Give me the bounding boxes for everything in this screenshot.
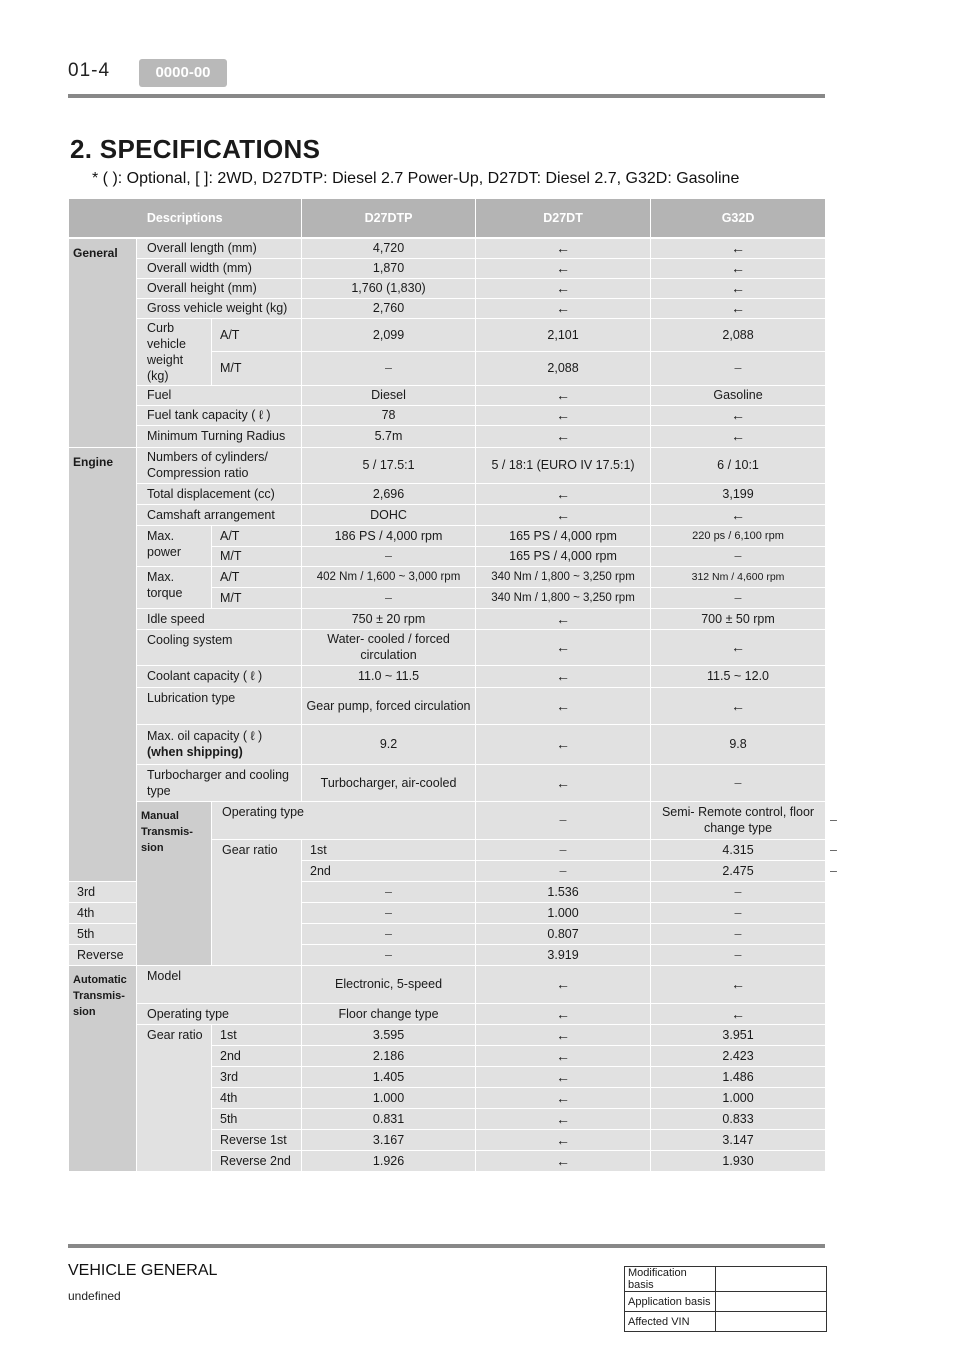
- cell-value: 2.475: [651, 860, 826, 881]
- cell-value: 2,101: [476, 318, 651, 352]
- table-row: [69, 385, 826, 405]
- cell-value: 0.831: [302, 1108, 476, 1129]
- same-as-left-icon: ←: [476, 258, 651, 278]
- row-label: Cooling system: [137, 629, 302, 665]
- cell-value: Gear pump, forced circulation: [302, 687, 476, 724]
- cell-value: 1.000: [651, 1087, 826, 1108]
- same-as-left-icon: ←: [651, 298, 826, 318]
- same-as-left-icon: ←: [476, 629, 651, 665]
- cell-value: 0.833: [651, 1108, 826, 1129]
- column-header-d27dt: D27DT: [476, 199, 651, 238]
- cell-value: 9.8: [651, 724, 826, 764]
- row-label: Operating type: [137, 1003, 302, 1024]
- cell-value: 1.926: [302, 1150, 476, 1171]
- same-as-left-icon: ←: [651, 238, 826, 258]
- row-label: Numbers of cylinders/ Compression ratio: [137, 447, 302, 483]
- not-applicable-icon: –: [651, 352, 826, 386]
- same-as-left-icon: ←: [476, 1108, 651, 1129]
- cell-value: 340 Nm / 1,800 ~ 3,250 rpm: [476, 587, 651, 608]
- sub-label: M/T: [212, 352, 302, 386]
- table-row: [69, 405, 826, 425]
- same-as-left-icon: ←: [651, 278, 826, 298]
- cell-value: 5 / 17.5:1: [302, 447, 476, 483]
- table-row: [69, 504, 826, 525]
- not-applicable-icon: –: [302, 923, 476, 944]
- gear-label: 2nd: [212, 1045, 302, 1066]
- cell-value: 700 ± 50 rpm: [651, 608, 826, 629]
- not-applicable-icon: –: [651, 881, 826, 902]
- gear-label: 3rd: [69, 881, 137, 902]
- not-applicable-icon: –: [302, 881, 476, 902]
- cell-value: 220 ps / 6,100 rpm: [651, 525, 826, 546]
- category-general: General: [69, 238, 137, 447]
- same-as-left-icon: ←: [476, 687, 651, 724]
- cell-value: 9.2: [302, 724, 476, 764]
- gear-label: Reverse: [69, 944, 137, 965]
- not-applicable-icon: –: [651, 923, 826, 944]
- cell-value: 4.315: [651, 839, 826, 860]
- same-as-left-icon: ←: [476, 1003, 651, 1024]
- same-as-left-icon: ←: [651, 687, 826, 724]
- cell-value: 4,720: [302, 238, 476, 258]
- same-as-left-icon: ←: [476, 1087, 651, 1108]
- not-applicable-icon: –: [651, 902, 826, 923]
- same-as-left-icon: ←: [476, 1129, 651, 1150]
- cell-value: 2,760: [302, 298, 476, 318]
- row-label: Lubrication type: [137, 687, 302, 724]
- same-as-left-icon: ←: [476, 385, 651, 405]
- gear-label: 1st: [212, 1024, 302, 1045]
- not-applicable-icon: –: [651, 944, 826, 965]
- table-row: [69, 629, 826, 665]
- not-applicable-icon: –: [476, 801, 651, 839]
- table-row: [69, 764, 826, 801]
- row-label: Minimum Turning Radius: [137, 425, 302, 447]
- row-label: Gross vehicle weight (kg): [137, 298, 302, 318]
- cell-value: 2,088: [651, 318, 826, 352]
- same-as-left-icon: ←: [476, 1024, 651, 1045]
- same-as-left-icon: ←: [651, 1003, 826, 1024]
- row-label: Turbocharger and cooling type: [137, 764, 302, 801]
- cell-value: 5.7m: [302, 425, 476, 447]
- basis-value: [716, 1312, 827, 1332]
- cell-value: 11.0 ~ 11.5: [302, 665, 476, 687]
- row-label: Model: [137, 965, 302, 1003]
- same-as-left-icon: ←: [476, 1150, 651, 1171]
- cell-value: 3.147: [651, 1129, 826, 1150]
- cell-value: 3.167: [302, 1129, 476, 1150]
- same-as-left-icon: ←: [476, 483, 651, 504]
- table-row: [69, 258, 826, 278]
- row-label: Idle speed: [137, 608, 302, 629]
- footer-note: undefined: [68, 1289, 121, 1303]
- same-as-left-icon: ←: [651, 258, 826, 278]
- basis-box: [624, 1266, 827, 1332]
- same-as-left-icon: ←: [476, 425, 651, 447]
- same-as-left-icon: ←: [476, 764, 651, 801]
- not-applicable-icon: –: [651, 587, 826, 608]
- cell-value: 2,088: [476, 352, 651, 386]
- same-as-left-icon: ←: [476, 238, 651, 258]
- table-row: [69, 483, 826, 504]
- header-divider: [68, 94, 825, 98]
- same-as-left-icon: ←: [651, 504, 826, 525]
- cell-value: 2,099: [302, 318, 476, 352]
- row-label: Gear ratio: [212, 839, 302, 965]
- basis-label: Modification basis: [625, 1267, 716, 1292]
- table-row: [69, 566, 826, 587]
- same-as-left-icon: ←: [476, 298, 651, 318]
- not-applicable-icon: –: [302, 546, 476, 566]
- cell-value: 1.486: [651, 1066, 826, 1087]
- cell-value: 2.186: [302, 1045, 476, 1066]
- basis-label: Affected VIN: [625, 1312, 716, 1332]
- category-engine: Engine: [69, 447, 137, 881]
- row-label: Fuel: [137, 385, 302, 405]
- cell-value: 2,696: [302, 483, 476, 504]
- same-as-left-icon: ←: [476, 278, 651, 298]
- cell-value: 1.405: [302, 1066, 476, 1087]
- cell-value: 5 / 18:1 (EURO IV 17.5:1): [476, 447, 651, 483]
- page-subtitle: * ( ): Optional, [ ]: 2WD, D27DTP: Diesel 2.7 Power-Up, D27DT: Diesel 2.7, G32D: Gasoline: [92, 170, 740, 187]
- section-code-badge: 0000-00: [139, 59, 227, 87]
- cell-value: 340 Nm / 1,800 ~ 3,250 rpm: [476, 566, 651, 587]
- gear-label: 4th: [69, 902, 137, 923]
- table-row: [69, 425, 826, 447]
- table-header-row: [69, 199, 826, 238]
- row-label: Operating type: [212, 801, 476, 839]
- not-applicable-icon: –: [302, 587, 476, 608]
- cell-value: 1,870: [302, 258, 476, 278]
- row-label: [137, 724, 302, 764]
- gear-label: Reverse 1st: [212, 1129, 302, 1150]
- not-applicable-icon: –: [476, 860, 651, 881]
- footer-section-label: VEHICLE GENERAL: [68, 1262, 218, 1279]
- not-applicable-icon: –: [651, 546, 826, 566]
- table-row: [69, 665, 826, 687]
- footer-divider: [68, 1244, 825, 1248]
- row-label: Overall width (mm): [137, 258, 302, 278]
- sub-label: M/T: [212, 546, 302, 566]
- table-row: [69, 1003, 826, 1024]
- table-row: [69, 965, 826, 1003]
- category-automatic-transmission: Automatic Transmis- sion: [69, 965, 137, 1171]
- sub-label: A/T: [212, 566, 302, 587]
- cell-value: 2.423: [651, 1045, 826, 1066]
- row-label: Curb vehicle weight (kg): [137, 318, 212, 385]
- oil-capacity-label: Max. oil capacity ( ℓ ): [147, 729, 263, 743]
- table-row: [69, 687, 826, 724]
- basis-label: Application basis: [625, 1292, 716, 1312]
- gear-label: 4th: [212, 1087, 302, 1108]
- column-header-g32d: G32D: [651, 199, 826, 238]
- row-label: Total displacement (cc): [137, 483, 302, 504]
- table-row: Gear ratio 1st – 4.315 –: [69, 839, 826, 860]
- category-manual-transmission: Manual Transmis- sion: [137, 801, 212, 965]
- row-label: Overall length (mm): [137, 238, 302, 258]
- cell-value: 165 PS / 4,000 rpm: [476, 525, 651, 546]
- cell-value: 3.919: [476, 944, 651, 965]
- table-row: Manual Transmis- sion Operating type – Semi- Remote control, floor change type –: [69, 801, 826, 839]
- not-applicable-icon: –: [302, 352, 476, 386]
- gear-label: 1st: [302, 839, 476, 860]
- same-as-left-icon: ←: [651, 629, 826, 665]
- specifications-table: [68, 199, 837, 1172]
- row-label: Overall height (mm): [137, 278, 302, 298]
- cell-value: 312 Nm / 4,600 rpm: [651, 566, 826, 587]
- gear-label: 5th: [212, 1108, 302, 1129]
- same-as-left-icon: ←: [476, 724, 651, 764]
- table-row: [69, 724, 826, 764]
- cell-value: Diesel: [302, 385, 476, 405]
- row-label: Camshaft arrangement: [137, 504, 302, 525]
- cell-value: 3.595: [302, 1024, 476, 1045]
- gear-label: Reverse 2nd: [212, 1150, 302, 1171]
- table-row: [69, 238, 826, 258]
- same-as-left-icon: ←: [651, 965, 826, 1003]
- cell-value: 3.951: [651, 1024, 826, 1045]
- not-applicable-icon: –: [651, 764, 826, 801]
- same-as-left-icon: ←: [651, 425, 826, 447]
- page-number: 01-4: [68, 60, 111, 81]
- cell-value: 1.000: [476, 902, 651, 923]
- column-header-d27dtp: D27DTP: [302, 199, 476, 238]
- cell-value: 0.807: [476, 923, 651, 944]
- gear-label: 2nd: [302, 860, 476, 881]
- row-label: Coolant capacity ( ℓ ): [137, 665, 302, 687]
- table-row: [69, 298, 826, 318]
- cell-value: Floor change type: [302, 1003, 476, 1024]
- same-as-left-icon: ←: [476, 504, 651, 525]
- table-row: [69, 525, 826, 546]
- gear-label: 5th: [69, 923, 137, 944]
- row-label: Fuel tank capacity ( ℓ ): [137, 405, 302, 425]
- same-as-left-icon: ←: [476, 1045, 651, 1066]
- same-as-left-icon: ←: [476, 665, 651, 687]
- cell-value: 186 PS / 4,000 rpm: [302, 525, 476, 546]
- basis-value: [716, 1267, 827, 1292]
- same-as-left-icon: ←: [476, 965, 651, 1003]
- same-as-left-icon: ←: [651, 405, 826, 425]
- basis-value: [716, 1292, 827, 1312]
- cell-value: Gasoline: [651, 385, 826, 405]
- oil-capacity-note: (when shipping): [147, 745, 243, 759]
- row-label: Max. power: [137, 525, 212, 566]
- same-as-left-icon: ←: [476, 608, 651, 629]
- not-applicable-icon: –: [476, 839, 651, 860]
- not-applicable-icon: –: [302, 944, 476, 965]
- table-row: 2nd – 2.475 –: [69, 860, 826, 881]
- sub-label: A/T: [212, 318, 302, 352]
- cell-value: 1.930: [651, 1150, 826, 1171]
- page-title: 2. SPECIFICATIONS: [70, 134, 321, 164]
- table-row: [69, 318, 826, 352]
- cell-value: DOHC: [302, 504, 476, 525]
- table-row: [69, 278, 826, 298]
- cell-value: 750 ± 20 rpm: [302, 608, 476, 629]
- cell-value: Water- cooled / forced circulation: [302, 629, 476, 665]
- table-row: [69, 1024, 826, 1045]
- not-applicable-icon: –: [302, 902, 476, 923]
- column-header-descriptions: Descriptions: [69, 199, 302, 238]
- cell-value: 1.000: [302, 1087, 476, 1108]
- cell-value: Semi- Remote control, floor change type: [651, 801, 826, 839]
- gear-label: 3rd: [212, 1066, 302, 1087]
- cell-value: 11.5 ~ 12.0: [651, 665, 826, 687]
- table-row: [69, 608, 826, 629]
- cell-value: 6 / 10:1: [651, 447, 826, 483]
- same-as-left-icon: ←: [476, 405, 651, 425]
- same-as-left-icon: ←: [476, 1066, 651, 1087]
- cell-value: 402 Nm / 1,600 ~ 3,000 rpm: [302, 566, 476, 587]
- sub-label: A/T: [212, 525, 302, 546]
- row-label: Gear ratio: [137, 1024, 212, 1171]
- cell-value: 78: [302, 405, 476, 425]
- cell-value: Turbocharger, air-cooled: [302, 764, 476, 801]
- sub-label: M/T: [212, 587, 302, 608]
- cell-value: 3,199: [651, 483, 826, 504]
- cell-value: Electronic, 5-speed: [302, 965, 476, 1003]
- row-label: Max. torque: [137, 566, 212, 608]
- cell-value: 165 PS / 4,000 rpm: [476, 546, 651, 566]
- cell-value: 1,760 (1,830): [302, 278, 476, 298]
- table-row: [69, 447, 826, 483]
- cell-value: 1.536: [476, 881, 651, 902]
